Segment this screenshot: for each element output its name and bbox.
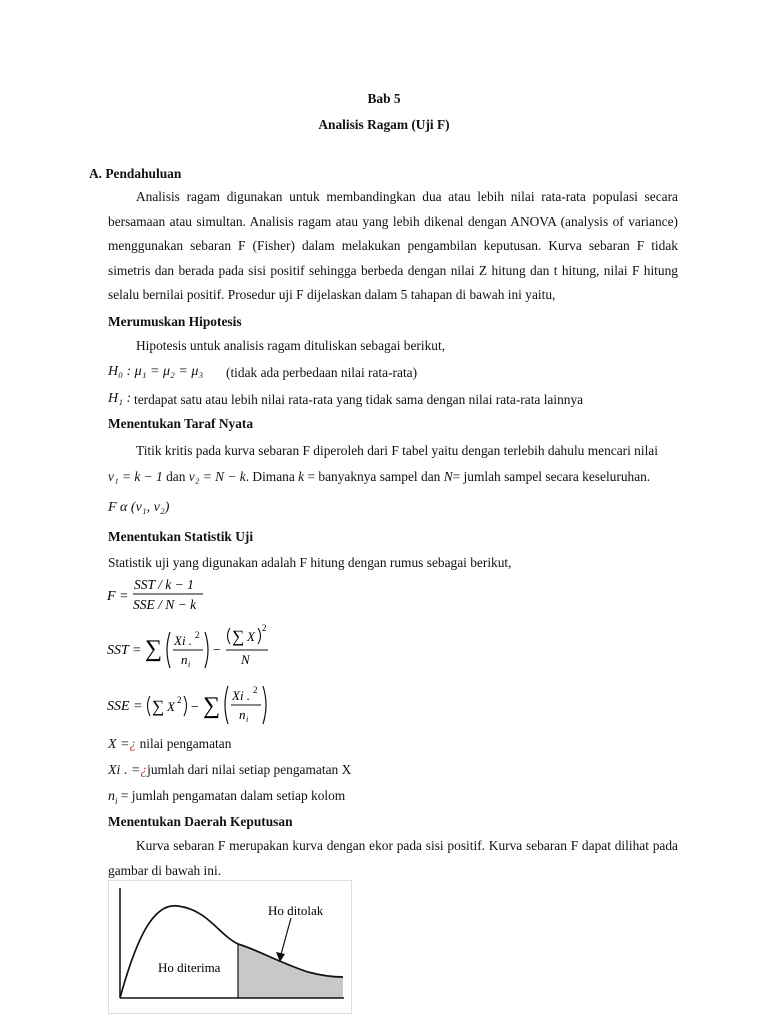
dan-word: dan	[166, 469, 186, 484]
sse-formula	[104, 680, 274, 730]
sigma-symbol: ∑	[203, 693, 221, 719]
sst-formula	[104, 620, 274, 676]
h1-formula: H₁ :	[108, 391, 132, 406]
definition-ni-text: = jumlah pengamatan dalam setiap kolom	[120, 788, 346, 803]
ni-symbol: $n_i$	[108, 789, 118, 806]
minus-sign: −	[191, 700, 199, 715]
v1-formula: v₁ = k − 1	[108, 469, 163, 484]
exponent-2: 2	[177, 695, 182, 705]
left-paren	[228, 628, 231, 644]
definition-ni	[108, 788, 345, 806]
xi-symbol: Xi . =	[108, 763, 141, 778]
page-title: Analisis Ragam (Uji F)	[318, 117, 450, 132]
step-heading-significance: Menentukan Taraf Nyata	[108, 416, 254, 431]
sigma-symbol: ∑	[152, 697, 165, 716]
reject-label: Ho ditolak	[268, 903, 324, 918]
right-paren	[184, 696, 187, 716]
left-paren	[148, 696, 151, 716]
h1-text: terdapat satu atau lebih nilai rata-rata yang tidak sama dengan nilai rata-rata lainnya	[134, 392, 584, 407]
n-definition: = jumlah sampel secara keseluruhan.	[452, 469, 651, 484]
left-paren	[167, 632, 170, 668]
x-symbol: X =	[108, 737, 130, 752]
ni-term: n	[181, 652, 188, 667]
section-heading: A. Pendahuluan	[89, 166, 182, 181]
red-glyph: ¿	[129, 736, 137, 751]
definition-xi-text: jumlah dari nilai setiap pengamatan X	[147, 762, 352, 777]
exponent-2: 2	[262, 623, 267, 633]
definition-x	[108, 736, 231, 753]
red-glyph: ¿	[140, 762, 148, 777]
sigma-symbol: ∑	[232, 627, 245, 646]
decision-region-text: Kurva sebaran F merupakan kurva dengan ekor pada sisi positif. Kurva sebaran F dapat dilihat pada gambar di bawah ini.	[108, 838, 678, 878]
xi-term: Xi .	[232, 688, 251, 703]
dimana-text: . Dimana	[245, 469, 295, 484]
step-heading-hypothesis: Merumuskan Hipotesis	[108, 314, 242, 329]
h0-note: (tidak ada perbedaan nilai rata-rata)	[226, 365, 418, 380]
xi-term: Xi .	[174, 633, 193, 648]
definition-x-text: nilai pengamatan	[139, 736, 232, 751]
k-definition: = banyaknya sampel dan	[307, 469, 441, 484]
exponent-2: 2	[253, 685, 258, 695]
v2-formula: v₂ = N − k	[188, 469, 246, 484]
sse-label: SSE =	[107, 699, 143, 714]
f-distribution-figure	[108, 880, 352, 1014]
f-symbol: F =	[107, 589, 129, 604]
accept-label: Ho diterima	[158, 960, 221, 975]
step-heading-test-statistic: Menentukan Statistik Uji	[108, 529, 254, 544]
f-formula	[104, 574, 214, 616]
right-paren	[205, 632, 208, 668]
x-term: X	[247, 629, 255, 644]
f-alpha-formula: F α (v₁, v₂)	[108, 500, 170, 515]
left-paren	[225, 686, 228, 724]
test-statistic-text: Statistik uji yang digunakan adalah F hitung dengan rumus sebagai berikut,	[108, 555, 512, 570]
definition-xi	[108, 762, 351, 779]
sigma-symbol: ∑	[145, 636, 163, 662]
subscript-i: i	[188, 660, 191, 669]
h0-formula: H₀ : μ₁ = μ₂ = μ₃	[108, 364, 204, 379]
exponent-2: 2	[195, 630, 200, 640]
f-numerator: SST / k − 1	[134, 577, 194, 592]
ni-term: n	[239, 707, 246, 722]
x-term: X	[167, 699, 175, 714]
right-paren	[263, 686, 266, 724]
minus-sign: −	[213, 643, 221, 658]
intro-paragraph: Analisis ragam digunakan untuk membandingkan dua atau lebih nilai rata-rata populasi secara bersamaan atau simultan. Analisis ragam atau yang lebih dikenal dengan ANOVA (analysis of variance) menggunakan sebaran F (Fisher) dalam melakukan pengambilan keputusan. Kurva sebaran F tidak simetris dan berada pada sisi positif sehingga berbeda dengan nilai Z hitung dan t hitung, nilai F hitung selalu bernilai positif. Prosedur uji F dijelaskan dalam 5 tahapan di bawah ini yaitu,	[108, 189, 678, 302]
hypothesis-intro: Hipotesis untuk analisis ragam dituliskan sebagai berikut,	[136, 338, 446, 353]
sst-label: SST =	[107, 643, 142, 658]
significance-text-line2	[108, 469, 650, 485]
n-term: N	[241, 652, 250, 667]
chapter-label: Bab 5	[367, 91, 401, 106]
f-denominator: SSE / N − k	[133, 597, 197, 612]
n-symbol: N	[443, 469, 453, 484]
right-paren	[258, 628, 261, 644]
significance-text-line1: Titik kritis pada kurva sebaran F diperoleh dari F tabel yaitu dengan terlebih dahulu mencari nilai	[136, 443, 658, 458]
subscript-i: i	[246, 715, 249, 724]
step-heading-decision-region: Menentukan Daerah Keputusan	[108, 814, 293, 829]
k-symbol: k	[298, 469, 305, 484]
